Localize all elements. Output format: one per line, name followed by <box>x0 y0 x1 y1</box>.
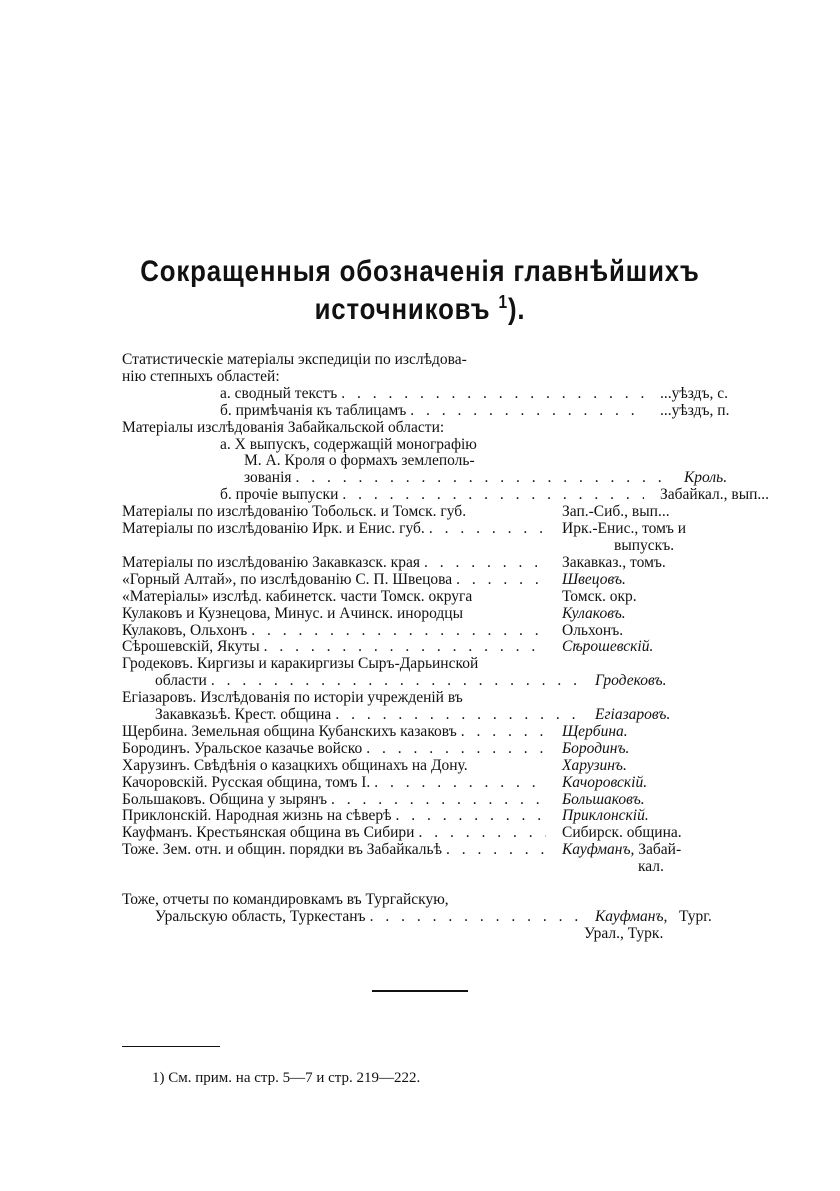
abbreviation: Томск. окр. <box>562 587 637 605</box>
leader-dots <box>251 623 546 640</box>
list-item: Кулаковъ, Ольхонъ . . . Ольхонъ. <box>122 623 722 640</box>
abbreviation: Кулаковъ. <box>562 604 626 622</box>
abbreviation: Забайкал., вып... <box>660 486 770 504</box>
leader-dots <box>335 707 579 724</box>
footnote <box>152 1070 420 1087</box>
list-item: Матеріалы изслѣдованія Забайкальской области: <box>122 419 445 436</box>
leader-dots <box>370 909 579 926</box>
leader-dots <box>410 403 644 420</box>
list-item: Кулаковъ и Кузнецова, Минус. и Ачинск. инородцы Кулаковъ. <box>122 606 722 623</box>
leader-dots <box>331 792 546 809</box>
abbreviation: Ольхонъ. <box>562 621 624 639</box>
leader-dots <box>446 842 546 859</box>
abbreviation: Большаковъ. <box>562 790 645 808</box>
footnote-text: См. прим. на стр. 5—7 и стр. 219—222. <box>168 1070 421 1086</box>
list-item: Закавказьѣ. Крест. община . . . Егіазаровъ. <box>122 707 722 724</box>
leader-dots <box>366 741 546 758</box>
page-title-line-2: источниковъ $^1$). <box>314 292 526 326</box>
abbreviation: Качоровскій. <box>562 773 648 791</box>
abbreviation: ...уѣздъ, с. <box>660 384 729 402</box>
list-item: Тоже, отчеты по командировкамъ въ Тургайскую, <box>122 892 449 909</box>
abbreviation: Гродековъ. <box>595 672 667 690</box>
list-item: Матеріалы по изслѣдованію Ирк. и Енис. губ. . . . Ирк.-Енис., томъ и <box>122 521 722 538</box>
list-item: нію степныхъ областей: <box>122 368 280 385</box>
abbreviation: Кауфманъ, Тург. <box>595 908 712 925</box>
leader-dots <box>342 487 644 504</box>
leader-dots <box>264 639 546 656</box>
list-item: «Горный Алтай», по изслѣдованію С. П. Швецова . . . Швецовъ. <box>122 572 722 589</box>
list-item: а. сводный текстъ . . . ...уѣздъ, с. <box>122 386 722 403</box>
abbreviation: Урал., Турк. <box>584 924 664 942</box>
leader-dots <box>418 825 546 842</box>
list-item: области . . . Гродековъ. <box>122 673 722 690</box>
leader-dots <box>374 775 546 792</box>
list-item: Харузинъ. Свѣдѣнія о казацкихъ общинахъ на Дону. Харузинъ. <box>122 758 722 775</box>
abbreviation: Ирк.-Енис., томъ и <box>562 520 687 538</box>
list-item: Тоже. Зем. отн. и общин. порядки въ Забайкальѣ . . . Кауфманъ, Забай- <box>122 842 722 859</box>
abbreviation: Зап.-Сиб., вып... <box>562 503 670 521</box>
list-item: Уральскую область, Туркестанъ . . . Кауфманъ, Тург. <box>122 909 722 926</box>
abbreviation: кал. <box>638 858 664 876</box>
list-item: Статистическіе матеріалы экспедиціи по изслѣдова- <box>122 352 467 368</box>
abbreviation: Закавказ., томъ. <box>562 553 666 571</box>
list-item: Качоровскій. Русская община, томъ I. . . . Качоровскій. <box>122 775 722 792</box>
section-divider <box>372 990 468 992</box>
leader-dots <box>429 521 546 538</box>
abbreviations-list <box>122 352 770 943</box>
list-item <box>122 538 722 555</box>
list-item: Приклонскій. Народная жизнь на сѣверѣ . . . Приклонскій. <box>122 808 722 825</box>
list-item: Матеріалы по изслѣдованію Закавказск. края . . . Закавказ., томъ. <box>122 555 722 572</box>
abbreviation: Сѣрошевскій. <box>562 638 654 656</box>
page-title-line-1: Сокращенныя обозначенія главнѣйшихъ <box>140 255 700 288</box>
list-item: Матеріалы по изслѣдованію Тобольск. и Томск. губ. Зап.-Сиб., вып... <box>122 504 722 521</box>
abbreviation: Бородинъ. <box>562 739 630 757</box>
list-item: «Матеріалы» изслѣд. кабинетск. части Томск. округа Томск. окр. <box>122 589 722 606</box>
footnote-mark: 1) <box>152 1070 165 1086</box>
list-item: а. X выпускъ, содержащій монографію <box>220 436 477 453</box>
abbreviation: Егіазаровъ. <box>595 706 671 724</box>
leader-dots <box>396 808 547 825</box>
leader-dots <box>456 572 546 589</box>
footnote-reference: 1 <box>498 292 508 312</box>
list-item: Сѣрошевскій, Якуты . . . Сѣрошевскій. <box>122 639 722 656</box>
abbreviation: ...уѣздъ, п. <box>660 401 730 419</box>
abbreviation: Сибирск. община. <box>562 824 682 842</box>
abbreviation: Приклонскій. <box>562 807 649 825</box>
abbreviation: Харузинъ. <box>562 756 627 774</box>
list-item: б. примѣчанія къ таблицамъ . . . ...уѣздъ, п. <box>122 403 722 420</box>
footnote-divider <box>122 1046 220 1047</box>
abbreviation: Кауфманъ, Забай- <box>562 841 682 859</box>
list-item: Бородинъ. Уральское казачье войско . . . Бородинъ. <box>122 741 722 758</box>
list-item: М. А. Кроля о формахъ землеполь- <box>244 453 475 470</box>
list-item <box>122 859 722 876</box>
list-item: Щербина. Земельная община Кубанскихъ казаковъ . . . Щербина. <box>122 724 722 741</box>
abbreviation: выпускъ. <box>614 536 675 554</box>
list-item: Гродековъ. Киргизы и каракиргизы Сыръ-Дарьинской <box>122 656 479 673</box>
leader-dots <box>424 555 546 572</box>
abbreviation: Щербина. <box>562 722 628 740</box>
leader-dots <box>341 386 644 403</box>
leader-dots <box>461 724 546 741</box>
leader-dots <box>296 470 668 487</box>
list-item: Егіазаровъ. Изслѣдованія по исторіи учрежденій въ <box>122 690 463 707</box>
list-item <box>122 926 722 943</box>
leader-dots <box>211 673 579 690</box>
abbreviation: Швецовъ. <box>562 570 626 588</box>
list-item: Большаковъ. Община у зырянъ . . . Большаковъ. <box>122 792 722 809</box>
list-item: Кауфманъ. Крестьянская община въ Сибири . . . Сибирск. община. <box>122 825 722 842</box>
abbreviation: Кроль. <box>684 469 728 487</box>
list-item: б. прочіе выпуски . . . Забайкал., вып... <box>122 487 722 504</box>
list-item: зованія . . . Кроль. <box>122 470 722 487</box>
